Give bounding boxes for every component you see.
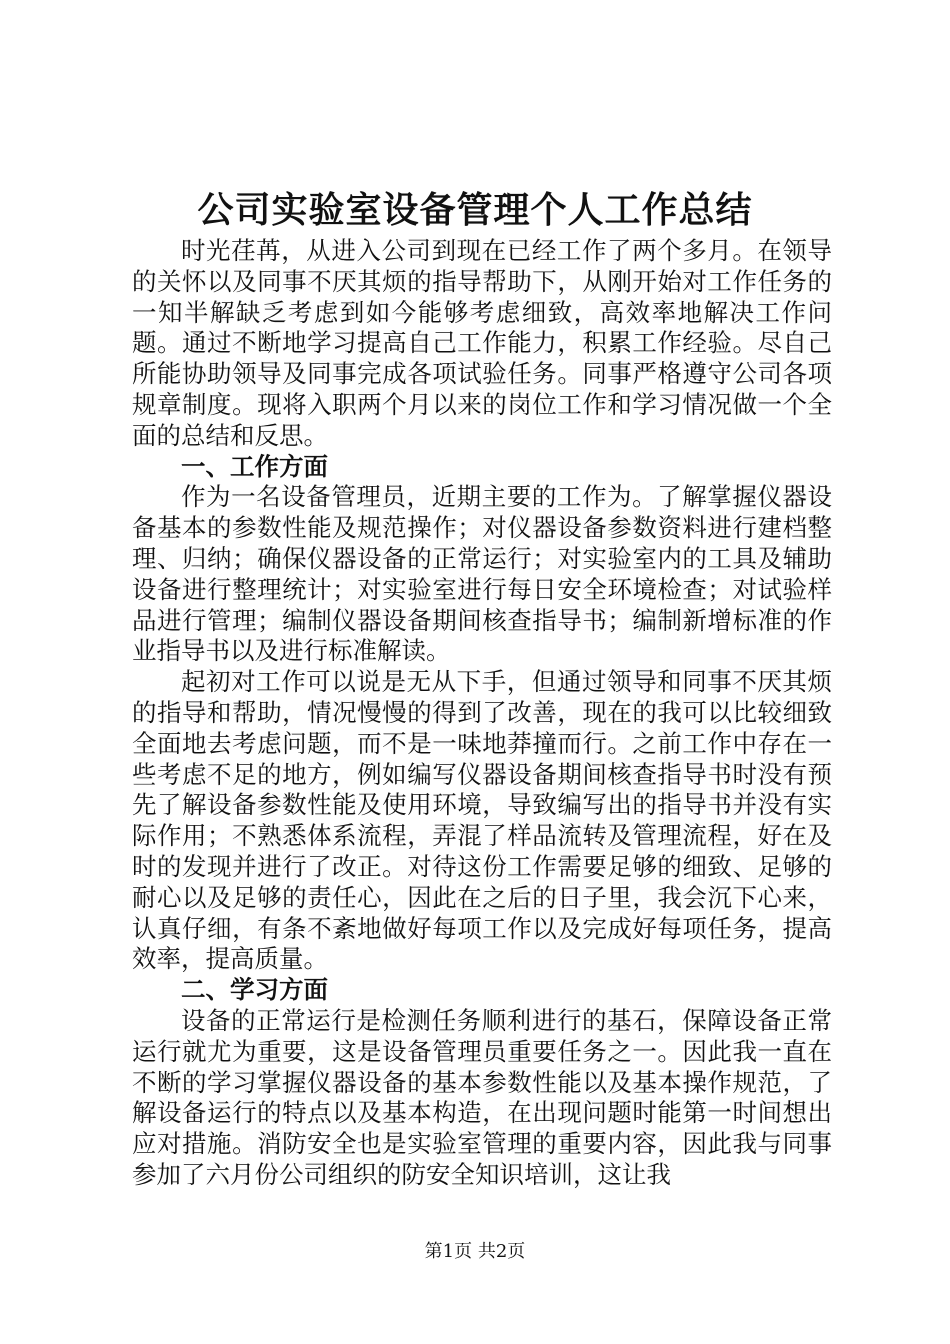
work-paragraph-reflection: 起初对工作可以说是无从下手，但通过领导和同事不厌其烦的指导和帮助，情况慢慢的得到了改善，现在的我可以比较细致全面地去考虑问题，而不是一味地莽撞而行。之前工作中存在一些考虑不足的地方，例如编写仪器设备期间核查指导书时没有预先了解设备参数性能及使用环境，导致编写出的指导书并没有实际作用；不熟悉体系流程，弄混了样品流转及管理流程，好在及时的发现并进行了改正。对待这份工作需要足够的细致、足够的耐心以及足够的责任心，因此在之后的日子里，我会沉下心来，认真仔细，有条不紊地做好每项工作以及完成好每项任务，提高效率，提高质量。 <box>132 667 832 974</box>
document-body <box>132 236 832 1191</box>
work-paragraph-duties: 作为一名设备管理员，近期主要的工作为。了解掌握仪器设备基本的参数性能及规范操作；对仪器设备参数资料进行建档整理、归纳；确保仪器设备的正常运行；对实验室内的工具及辅助设备进行整理统计；对实验室进行每日安全环境检查；对试验样品进行管理；编制仪器设备期间核查指导书；编制新增标准的作业指导书以及进行标准解读。 <box>132 482 832 666</box>
section-heading-study: 二、学习方面 <box>181 975 328 1005</box>
document-title: 公司实验室设备管理个人工作总结 <box>197 189 753 231</box>
intro-paragraph: 时光荏苒，从进入公司到现在已经工作了两个多月。在领导的关怀以及同事不厌其烦的指导帮助下，从刚开始对工作任务的一知半解缺乏考虑到如今能够考虑细致，高效率地解决工作问题。通过不断地学习提高自己工作能力，积累工作经验。尽自己所能协助领导及同事完成各项试验任务。同事严格遵守公司各项规章制度。现将入职两个月以来的岗位工作和学习情况做一个全面的总结和反思。 <box>132 236 832 450</box>
page-footer: 第1页 共2页 <box>424 1241 526 1262</box>
study-paragraph: 设备的正常运行是检测任务顺利进行的基石，保障设备正常运行就尤为重要，这是设备管理员重要任务之一。因此我一直在不断的学习掌握仪器设备的基本参数性能以及基本操作规范，了解设备运行的特点以及基本构造，在出现问题时能第一时间想出应对措施。消防安全也是实验室管理的重要内容，因此我与同事参加了六月份公司组织的防安全知识培训，这让我 <box>132 1005 832 1189</box>
section-heading-work: 一、工作方面 <box>181 451 328 481</box>
